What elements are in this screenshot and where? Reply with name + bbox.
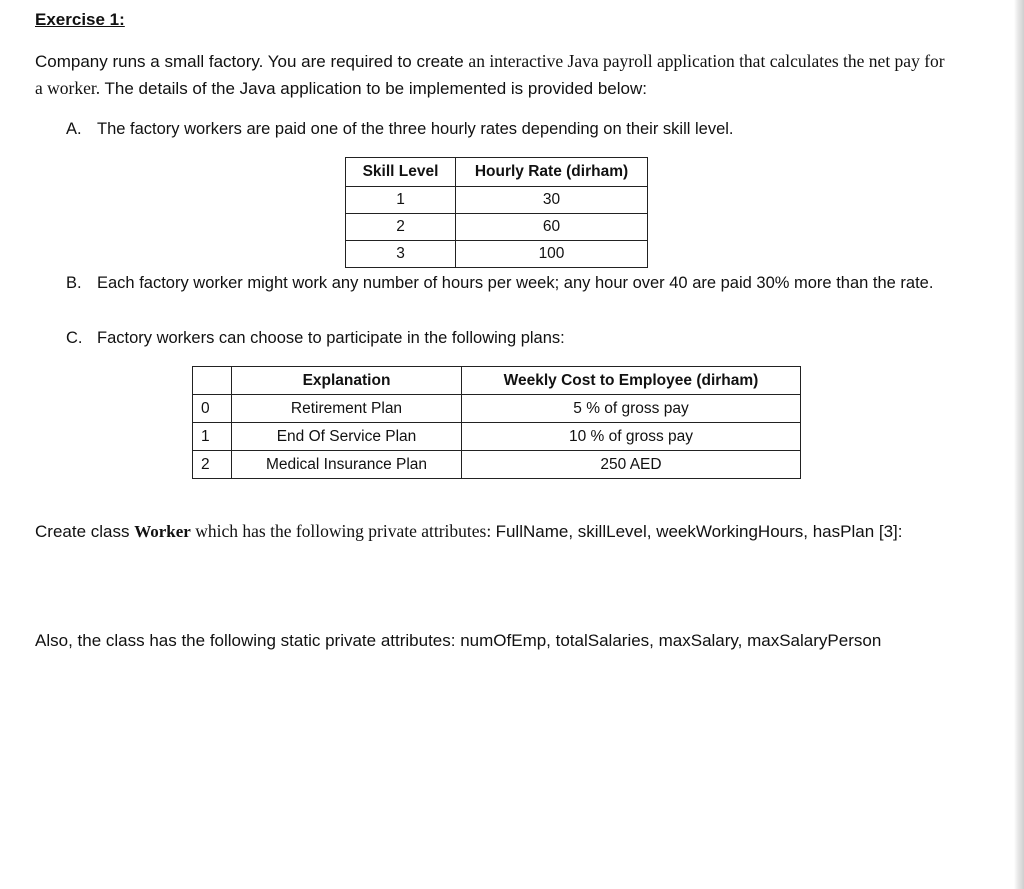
item-c-letter: C. — [66, 329, 83, 347]
table-header-row — [346, 158, 648, 187]
table-cell: 3 — [346, 241, 456, 268]
table-cell: Retirement Plan — [232, 395, 462, 423]
static-attributes-paragraph: Also, the class has the following static private attributes: numOfEmp, totalSalaries, maxSalary, maxSalaryPerson — [35, 631, 882, 650]
column-header: Weekly Cost to Employee (dirham) — [462, 367, 801, 395]
table-row — [346, 187, 648, 214]
table-cell: 250 AED — [462, 451, 801, 479]
column-header: Skill Level — [346, 158, 456, 187]
table-cell: 2 — [193, 451, 232, 479]
worker-pre-text: Create class — [35, 522, 135, 541]
worker-class-name: Worker — [134, 522, 191, 541]
intro-part-2: an interactive Java payroll application that calculates the net pay for a worker. — [35, 51, 945, 98]
table-cell: Medical Insurance Plan — [232, 451, 462, 479]
item-c-text: Factory workers can choose to participate in the following plans: — [97, 329, 565, 347]
table-cell: 2 — [346, 214, 456, 241]
worker-mid-text: which has the following private attributes: — [190, 521, 496, 541]
table-cell: 100 — [456, 241, 648, 268]
table-cell: 10 % of gross pay — [462, 423, 801, 451]
table-cell: 1 — [346, 187, 456, 214]
column-header: Hourly Rate (dirham) — [456, 158, 648, 187]
table-cell: 30 — [456, 187, 648, 214]
table-cell: End Of Service Plan — [232, 423, 462, 451]
table-cell: 5 % of gross pay — [462, 395, 801, 423]
table-row — [346, 241, 648, 268]
table-cell: 1 — [193, 423, 232, 451]
page-edge-shadow — [1014, 0, 1024, 889]
table-row — [193, 451, 801, 479]
table-header-row — [193, 367, 801, 395]
item-a-letter: A. — [66, 120, 82, 138]
table-cell: 0 — [193, 395, 232, 423]
column-header — [193, 367, 232, 395]
plans-table — [192, 366, 801, 479]
intro-paragraph — [35, 48, 955, 102]
table-row — [193, 395, 801, 423]
worker-attributes: FullName, skillLevel, weekWorkingHours, hasPlan [3]: — [495, 522, 903, 541]
table-cell: 60 — [456, 214, 648, 241]
exercise-heading: Exercise 1: — [35, 10, 125, 29]
item-b-text: Each factory worker might work any number of hours per week; any hour over 40 are paid 30% more than the rate. — [97, 274, 934, 292]
intro-part-1: Company runs a small factory. You are required to create — [35, 52, 469, 71]
table-row — [193, 423, 801, 451]
skill-rate-table — [345, 157, 648, 268]
column-header: Explanation — [232, 367, 462, 395]
item-b-letter: B. — [66, 274, 82, 292]
worker-class-paragraph — [35, 518, 957, 545]
intro-part-3: The details of the Java application to be implemented is provided below: — [100, 79, 647, 98]
item-a-text: The factory workers are paid one of the three hourly rates depending on their skill level. — [97, 120, 734, 138]
table-row — [346, 214, 648, 241]
